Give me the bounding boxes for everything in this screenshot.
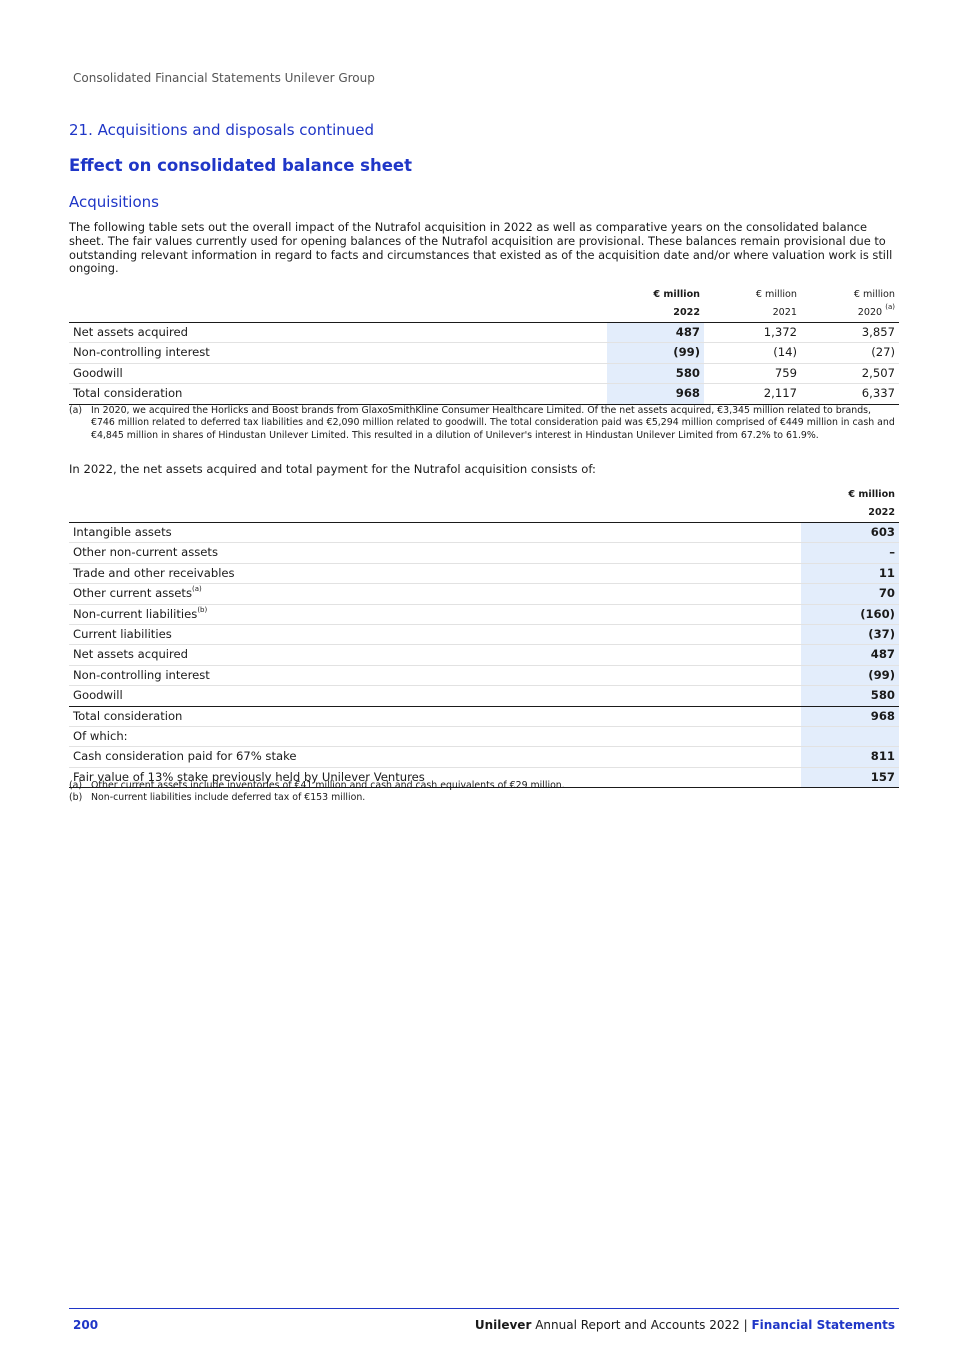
nutrafol-intro-text: In 2022, the net assets acquired and total payment for the Nutrafol acquisition consists of: — [69, 462, 596, 476]
table-row — [69, 523, 899, 543]
row-label: Of which: — [69, 727, 801, 747]
row-label: Total consideration — [69, 706, 801, 726]
row-value — [801, 727, 899, 747]
unit-2022: € million — [653, 289, 700, 300]
row-value: 11 — [801, 563, 899, 583]
footnote-text: In 2020, we acquired the Horlicks and Boost brands from GlaxoSmithKline Consumer Healthcare Limited. Of the net assets acquired, €3,345 million related to brands, €746 million related to deferred tax liabilities and €2,090 million related to goodwill. The total consideration paid was €5,294 million comprised of €449 million in cash and €4,845 million in shares of Hindustan Unilever Limited. This resulted in a dilution of Unilever's interest in Hindustan Unilever Limited from 67.2% to 61.9%. — [91, 405, 895, 441]
value-2022: (99) — [607, 343, 704, 363]
footnote-text: Other current assets include inventories of €41 million and cash and cash equivalents of €29 million. — [91, 780, 565, 791]
value-2022: 487 — [607, 323, 704, 343]
footnote-ref: (a) — [192, 585, 202, 594]
footer-title — [475, 1318, 895, 1332]
value-2020: 2,507 — [801, 363, 899, 383]
table-row — [69, 363, 899, 383]
row-label: Other current assets — [73, 586, 193, 601]
row-label: Non-controlling interest — [69, 343, 607, 363]
row-label: Trade and other receivables — [69, 563, 801, 583]
table-unit-row — [69, 286, 899, 304]
year-2020: 2020 — [857, 307, 883, 318]
value-2022: 580 — [607, 363, 704, 383]
row-label: Current liabilities — [69, 625, 801, 645]
footer-report: Annual Report and Accounts 2022 — [535, 1318, 740, 1332]
row-value: – — [801, 543, 899, 563]
footnote-text: Non-current liabilities include deferred tax of €153 million. — [91, 792, 366, 804]
footnotes-table2 — [69, 780, 895, 805]
section-title: 21. Acquisitions and disposals continued — [69, 121, 375, 139]
row-value: 157 — [801, 767, 899, 787]
footnote-mark: (a) — [69, 780, 83, 791]
table-row — [69, 604, 899, 624]
table-row — [69, 665, 899, 685]
year-2020-note: (a) — [885, 303, 895, 311]
row-value: (160) — [801, 604, 899, 624]
footnote-mark: (a) — [69, 405, 83, 416]
unit-2021: € million — [755, 289, 797, 300]
value-2021: 1,372 — [704, 323, 801, 343]
value-2020: (27) — [801, 343, 899, 363]
main-heading: Effect on consolidated balance sheet — [69, 156, 413, 175]
value-2022: 968 — [607, 384, 704, 404]
table-row — [69, 727, 899, 747]
footer-brand: Unilever — [474, 1318, 532, 1332]
table-total-row — [69, 706, 899, 726]
table-row — [69, 625, 899, 645]
table-row — [69, 686, 899, 706]
row-value: 811 — [801, 747, 899, 767]
page-number: 200 — [73, 1318, 99, 1332]
table-row — [69, 645, 899, 665]
table-year-row — [69, 304, 899, 323]
value-2021: 2,117 — [704, 384, 801, 404]
intro-paragraph: The following table sets out the overall impact of the Nutrafol acquisition in 2022 as well as comparative years on the consolidated balance sheet. The fair values currently used for opening balances of the Nutrafol acquisition are provisional. These balances remain provisional due to outstanding relevant information in regard to facts and circumstances that existed as of the acquisition date and/or where valuation work is still ongoing. — [69, 220, 893, 276]
row-label-cell — [69, 604, 801, 624]
table-row — [69, 323, 899, 343]
footer-divider — [69, 1308, 899, 1309]
value-2020: 3,857 — [801, 323, 899, 343]
table-row — [69, 563, 899, 583]
row-label: Goodwill — [69, 686, 801, 706]
table-total-row — [69, 384, 899, 404]
footnote-mark: (b) — [69, 792, 83, 804]
unit-2020: € million — [853, 289, 895, 300]
row-label: Net assets acquired — [69, 645, 801, 665]
footnote-b — [69, 792, 895, 804]
nutrafol-breakdown-table — [69, 486, 899, 788]
row-value: 580 — [801, 686, 899, 706]
table-unit-row — [69, 486, 899, 504]
table-row — [69, 747, 899, 767]
row-value: (37) — [801, 625, 899, 645]
row-label: Non-controlling interest — [69, 665, 801, 685]
footer-separator: | — [743, 1318, 748, 1332]
row-label: Intangible assets — [69, 523, 801, 543]
value-2021: (14) — [704, 343, 801, 363]
row-label: Goodwill — [69, 363, 607, 383]
acquisitions-summary-table — [69, 286, 899, 405]
table-row — [69, 343, 899, 363]
table-year-row — [69, 504, 899, 523]
value-2021: 759 — [704, 363, 801, 383]
footnote-a — [69, 780, 895, 792]
unit-2022: € million — [848, 489, 895, 500]
year-2021: 2021 — [704, 304, 801, 323]
row-label-cell — [69, 584, 801, 604]
row-value: 70 — [801, 584, 899, 604]
row-label: Fair value of 13% stake previously held by Unilever Ventures — [69, 767, 801, 787]
row-label: Non-current liabilities — [73, 606, 198, 621]
row-label: Other non-current assets — [69, 543, 801, 563]
year-2022: 2022 — [801, 504, 899, 523]
table-row — [69, 543, 899, 563]
table-row — [69, 584, 899, 604]
row-value: (99) — [801, 665, 899, 685]
sub-heading: Acquisitions — [69, 193, 159, 211]
footer-section-link[interactable]: Financial Statements — [751, 1318, 895, 1332]
row-value: 487 — [801, 645, 899, 665]
running-header: Consolidated Financial Statements Unilever Group — [73, 71, 375, 85]
row-label: Total consideration — [69, 384, 607, 404]
footnote-a — [69, 405, 895, 442]
footnote-ref: (b) — [197, 605, 208, 614]
value-2020: 6,337 — [801, 384, 899, 404]
row-label: Cash consideration paid for 67% stake — [69, 747, 801, 767]
year-2020-cell — [801, 304, 899, 323]
row-label: Net assets acquired — [69, 323, 607, 343]
row-value: 968 — [801, 706, 899, 726]
year-2022: 2022 — [607, 304, 704, 323]
row-value: 603 — [801, 523, 899, 543]
